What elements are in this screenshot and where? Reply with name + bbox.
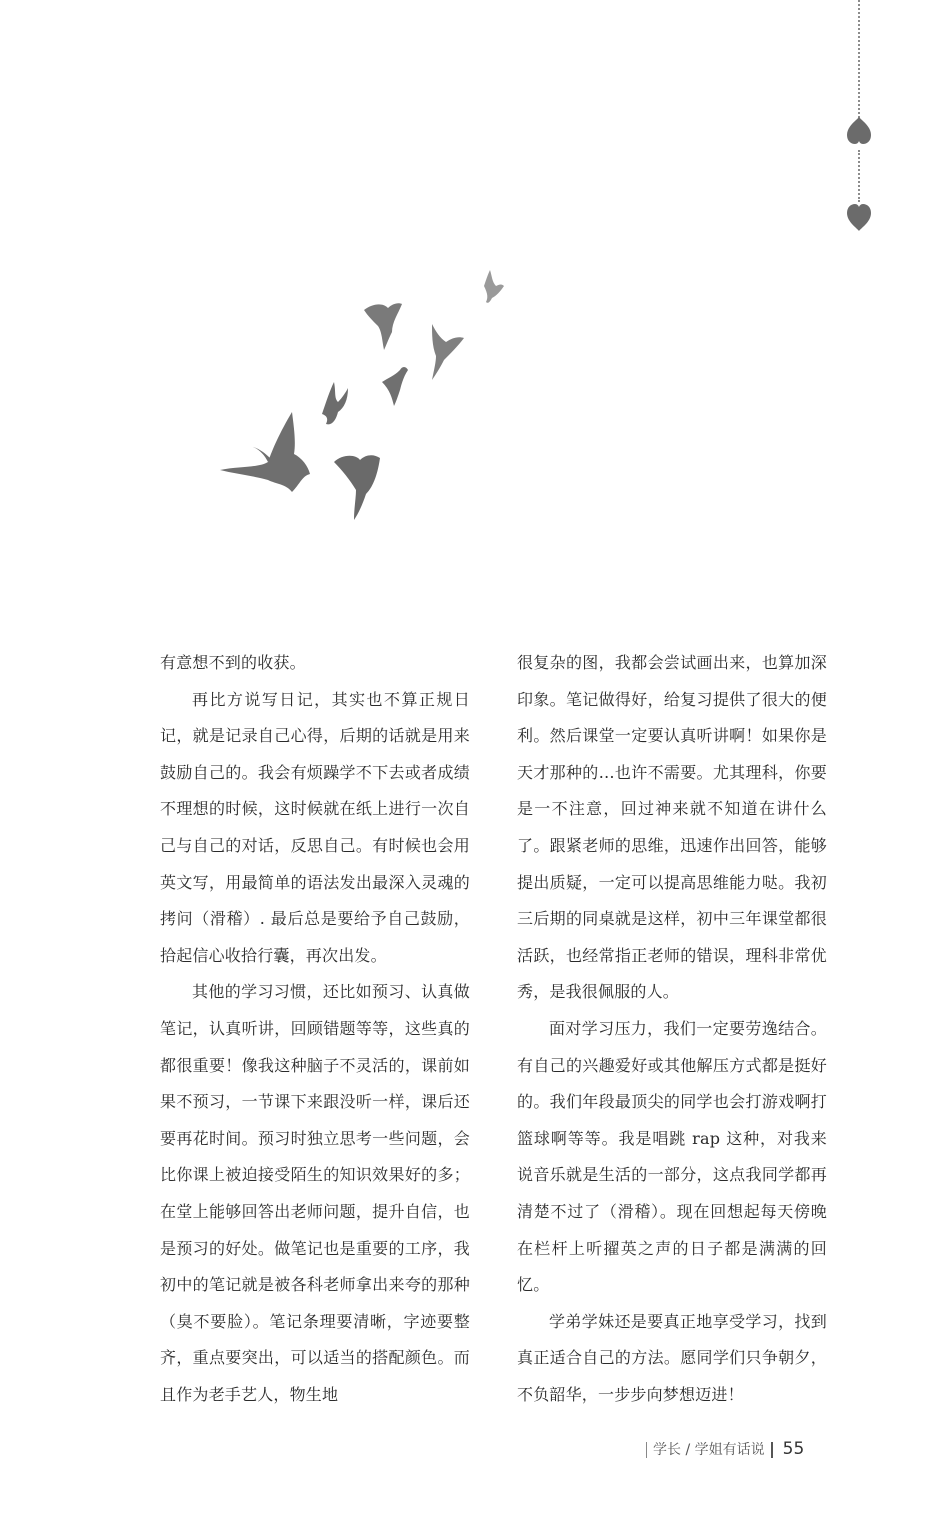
paragraph: 面对学习压力，我们一定要劳逸结合。有自己的兴趣爱好或其他解压方式都是挺好的。我们年段最顶尖的同学也会打游戏啊打篮球啊等等。我是唱跳 rap 这种，对我来说音乐就是生活的一部分，这点我同学都再清楚不过了（滑稽）。现在回想起每天傍晚在栏杆上听擢英之声的日子都是满满的回忆。 [517, 1018, 827, 1295]
paragraph: 其他的学习习惯，还比如预习、认真做笔记，认真听讲，回顾错题等等，这些真的都很重要！像我这种脑子不灵活的，课前如果不预习，一节课下来跟没听一样，课后还要再花时间。预习时独立思考一些问题，会比你课上被迫接受陌生的知识效果好的多；在堂上能够回答出老师问题，提升自信，也是预习的好处。做笔记也是重要的工序，我初中的笔记就是被各科老师拿出来夸的那种（臭不要脸）。笔记条理要清晰，字迹要整齐，重点要突出，可以适当的搭配颜色。而且作为老手艺人，物生地 [160, 982, 470, 1404]
flying-birds-illustration [210, 262, 510, 532]
paragraph: 学弟学妹还是要真正地享受学习，找到真正适合自己的方法。愿同学们只争朝夕，不负韶华，一步步向梦想迈进！ [517, 1311, 827, 1404]
paragraph: 有意想不到的收获。 [160, 653, 306, 672]
footer-divider [646, 1442, 647, 1458]
bird-icon [382, 367, 408, 406]
bird-icon [322, 382, 348, 424]
paragraph: 再比方说写日记，其实也不算正规日记，就是记录自己心得，后期的话就是用来鼓励自己的。我会有烦躁学不下去或者成绩不理想的时候，这时候就在纸上进行一次自己与自己的对话，反思自己。有时候也会用英文写，用最简单的语法发出最深入灵魂的拷问（滑稽）. 最后总是要给予自己鼓励，拾起信心收拾行囊，再次出发。 [160, 689, 470, 965]
bird-icon [220, 412, 310, 492]
bird-icon [334, 455, 380, 520]
dotted-line-top [858, 0, 860, 118]
page-footer [640, 1437, 830, 1461]
bird-icon [432, 324, 464, 380]
paragraph: 很复杂的图，我都会尝试画出来，也算加深印象。笔记做得好，给复习提供了很大的便利。然后课堂一定要认真听讲啊！如果你是天才那种的…也许不需要。尤其理科，你要是一不注意，回过神来就不知道在讲什么了。跟紧老师的思维，迅速作出回答，能够提出质疑，一定可以提高思维能力哒。我初三后期的同桌就是这样，初中三年课堂都很活跃，也经常指正老师的错误，理科非常优秀，是我很佩服的人。 [517, 653, 827, 1002]
bird-icon [484, 270, 504, 303]
right-text-column [517, 645, 827, 1413]
footer-divider [771, 1442, 773, 1458]
left-text-column [160, 645, 470, 1413]
heart-icon [845, 116, 873, 146]
section-title: 学长 / 学姐有话说 [653, 1442, 765, 1458]
dotted-line-middle [858, 150, 860, 202]
bird-icon [364, 303, 402, 350]
page-number: 55 [782, 1439, 805, 1459]
heart-icon [845, 202, 873, 232]
